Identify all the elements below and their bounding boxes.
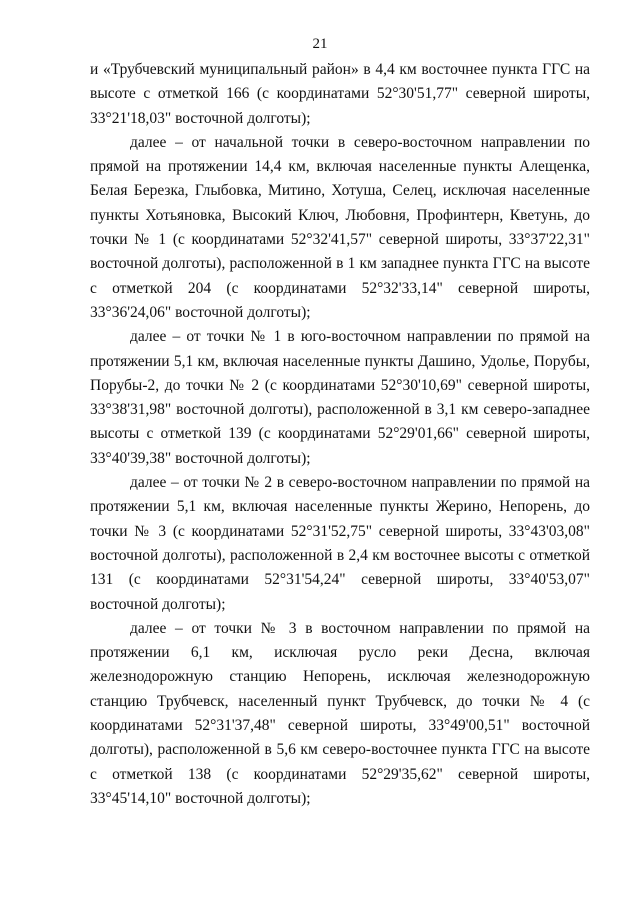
paragraph-segment-to-point-2: далее – от точки № 1 в юго-восточном направлении по прямой на протяжении 5,1 км, включая населенные пункты Дашино, Удолье, Порубы, Порубы-2, до точки № 2 (с координатами 52°30'10,69" северной широты, 33°38'31,98" восточной долготы), расположенной в 3,1 км северо-западнее высоты с отметкой 139 (с координатами 52°29'01,66" северной широты, 33°40'39,38" восточной долготы); <box>90 328 590 467</box>
document-body <box>90 58 590 811</box>
paragraph-continuation: и «Трубчевский муниципальный район» в 4,4 км восточнее пункта ГГС на высоте с отметкой 166 (с координатами 52°30'51,77" северной широты, 33°21'18,03" восточной долготы); <box>90 61 590 127</box>
page-number: 21 <box>312 36 328 52</box>
paragraph-segment-to-point-3: далее – от точки № 2 в северо-восточном направлении по прямой на протяжении 5,1 км, включая населенные пункты Жерино, Непорень, до точки № 3 (с координатами 52°31'52,75" северной широты, 33°43'03,08" восточной долготы), расположенной в 2,4 км восточнее высоты с отметкой 131 (с координатами 52°31'54,24" северной широты, 33°40'53,07" восточной долготы); <box>90 474 590 613</box>
paragraph-segment-to-point-1: далее – от начальной точки в северо-восточном направлении по прямой на протяжении 14,4 км, включая населенные пункты Алещенка, Белая Березка, Глыбовка, Митино, Хотуша, Селец, исключая населенные пункты Хотьяновка, Высокий Ключ, Любовня, Профинтерн, Кветунь, до точки № 1 (с координатами 52°32'41,57" северной широты, 33°37'22,31" восточной долготы), расположенной в 1 км западнее пункта ГГС на высоте с отметкой 204 (с координатами 52°32'33,14" северной широты, 33°36'24,06" восточной долготы); <box>90 133 590 321</box>
paragraph-segment-to-point-4: далее – от точки № 3 в восточном направлении по прямой на протяжении 6,1 км, исключая русло реки Десна, включая железнодорожную станцию Непорень, исключая железнодорожную станцию Трубчевск, населенный пункт Трубчевск, до точки № 4 (с координатами 52°31'37,48" северной широты, 33°49'00,51" восточной долготы), расположенной в 5,6 км северо-восточнее пункта ГГС на высоте с отметкой 138 (с координатами 52°29'35,62" северной широты, 33°45'14,10" восточной долготы); <box>90 619 590 807</box>
